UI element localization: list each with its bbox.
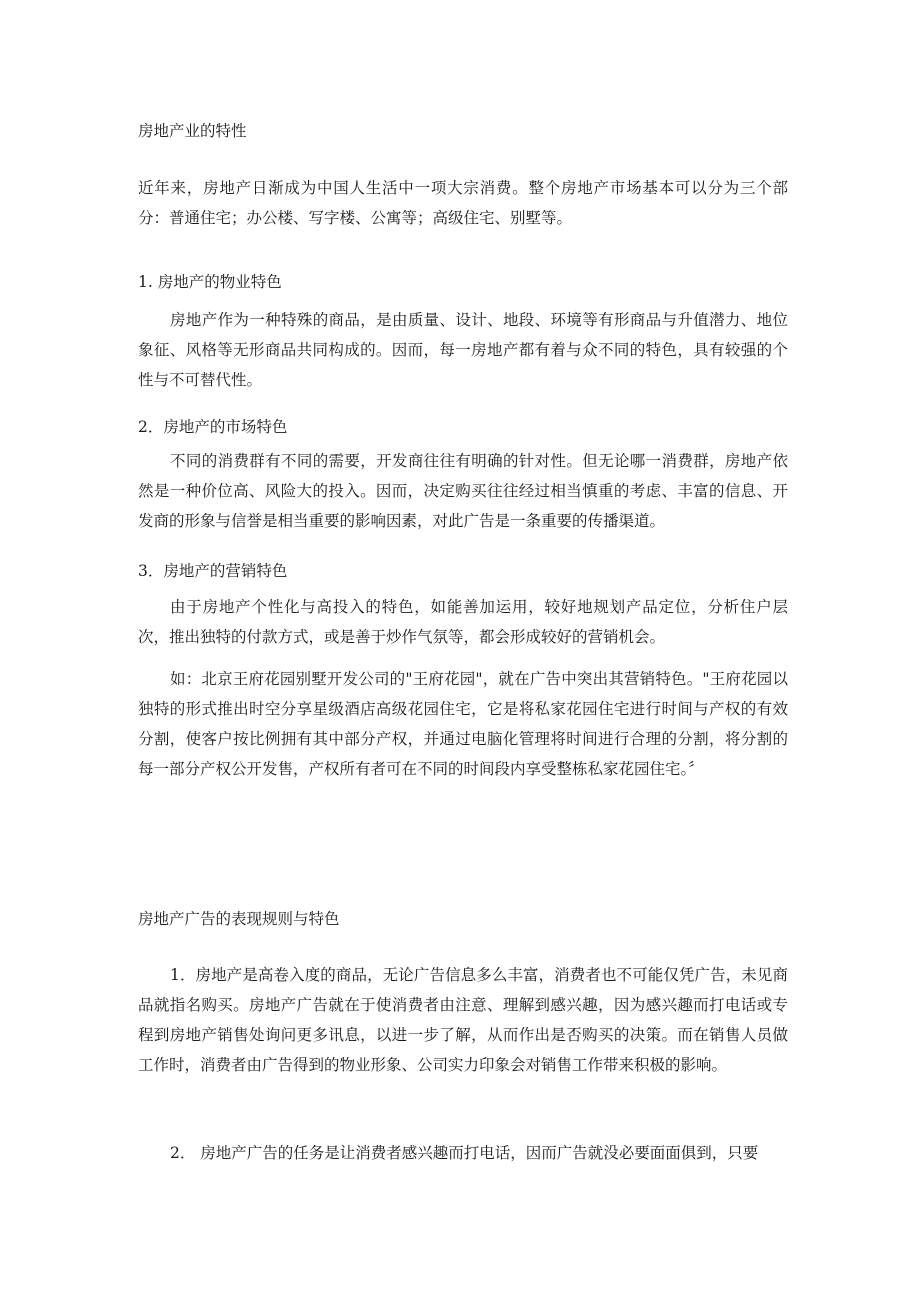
intro-paragraph: 近年来，房地产日渐成为中国人生活中一项大宗消费。整个房地产市场基本可以分为三个部分：普通住宅；办公楼、写字楼、公寓等；高级住宅、别墅等。 (138, 179, 788, 227)
section-title-industry-characteristics: 房地产业的特性 (138, 122, 247, 140)
ad-rule-paragraph-1: 1．房地产是高卷入度的商品，无论广告信息多么丰富，消费者也不可能仅凭广告，未见商品就指名购买。房地产广告就在于使消费者由注意、理解到感兴趣，因为感兴趣而打电话或专程到房地产销售处询问更多讯息，以进一步了解，从而作出是否购买的决策。而在销售人员做工作时，消费者由广告得到的物业形象、公司实力印象会对销售工作带来积极的影响。 (138, 966, 788, 1074)
ad-rule-paragraph-2: 2． 房地产广告的任务是让消费者感兴趣而打电话，因而广告就没必要面面俱到，只要 (170, 1144, 759, 1162)
item-3-body: 由于房地产个性化与高投入的特色，如能善加运用，较好地规划产品定位，分析住户层次，推出独特的付款方式，或是善于炒作气氛等，都会形成较好的营销机会。 (138, 598, 788, 646)
item-1-heading: 1. 房地产的物业特色 (138, 273, 282, 291)
item-3-heading: 3．房地产的营销特色 (138, 562, 288, 580)
item-2-body: 不同的消费群有不同的需要，开发商往往有明确的针对性。但无论哪一消费群，房地产依然是一种价位高、风险大的投入。因而，决定购买往往经过相当慎重的考虑、丰富的信息、开发商的形象与信誉是相当重要的影响因素，对此广告是一条重要的传播渠道。 (138, 452, 788, 530)
item-1-body: 房地产作为一种特殊的商品，是由质量、设计、地段、环境等有形商品与升值潜力、地位象征、风格等无形商品共同构成的。因而，每一房地产都有着与众不同的特色，具有较强的个性与不可替代性。 (138, 311, 788, 389)
item-2-heading: 2．房地产的市场特色 (138, 418, 288, 436)
section-title-ad-rules: 房地产广告的表现规则与特色 (138, 910, 340, 928)
item-3-example: 如：北京王府花园别墅开发公司的"王府花园"，就在广告中突出其营销特色。"王府花园以独特的形式推出时空分享星级酒店高级花园住宅，它是将私家花园住宅进行时间与产权的有效分割，使客户按比例拥有其中部分产权，并通过电脑化管理将时间进行合理的分割，将分割的每一部分产权公开发售，产权所有者可在不同的时间段内享受整栋私家花园住宅。〞 (138, 670, 788, 778)
